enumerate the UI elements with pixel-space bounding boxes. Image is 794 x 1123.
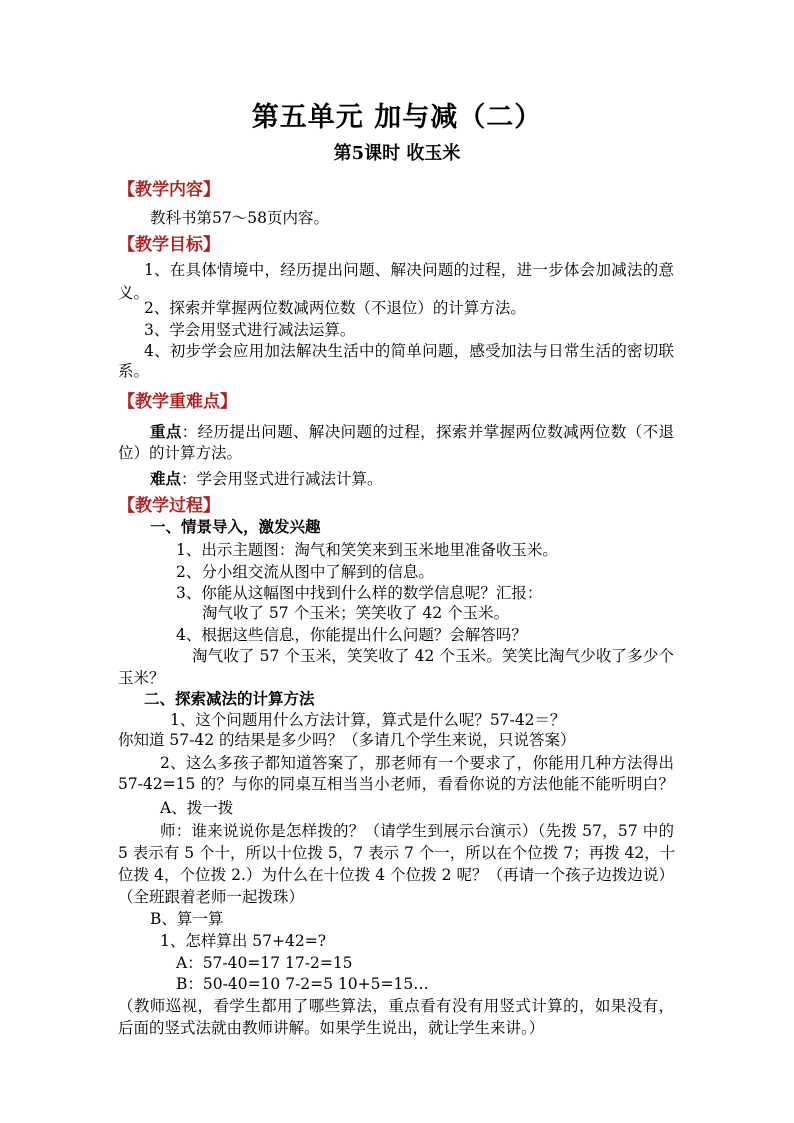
method-a-line-3: 位拨 4，个位拨 2.）为什么在十位拨 4 个位拨 2 呢？（再请一个孩子边拨边说） [118,866,674,884]
goals-heading: 【教学目标】 [118,235,220,255]
key-point-line-1 [150,421,674,443]
part-2-step-2-line-1: 2、这么多孩子都知道答案了，那老师有一个要求了，你能用几种方法得出 [160,754,674,772]
goal-2: 2、探索并掌握两位数减两位数（不退位）的计算方法。 [144,299,526,317]
key-text: ：经历提出问题、解决问题的过程，探索并掌握两位数减两位数（不退 [181,423,674,441]
method-b-title: B、算一算 [150,910,224,928]
difficulty-text: ：学会用竖式进行减法计算。 [181,470,383,488]
teacher-note-line-2: 后面的竖式法就由教师讲解。如果学生说出，就让学生来讲。） [118,1019,545,1037]
method-a-line-1: 师：谁来说说你是怎样拨的？（请学生到展示台演示）（先拨 57，57 中的 [160,822,674,840]
part-1-step-4-answer-line-2: 玉米？ [118,669,165,687]
part-1-step-1: 1、出示主题图：淘气和笑笑来到玉米地里准备收玉米。 [176,541,558,559]
method-b-step-1: 1、怎样算出 57+42=? [160,932,327,950]
part-1-step-4: 4、根据这些信息，你能提出什么问题？会解答吗？ [176,626,527,644]
goal-1-line-1: 1、在具体情境中，经历提出问题、解决问题的过程，进一步体会加减法的意 [144,261,674,279]
goal-4-line-1: 4、初步学会应用加法解决生活中的简单问题，感受加法与日常生活的密切联 [144,342,674,360]
goal-4-line-2: 系。 [118,362,150,380]
part-2-step-2-line-2: 57-42=15 的？与你的同桌互相当当小老师，看看你说的方法他能不能听明白？ [118,775,674,793]
method-a-line-2: 5 表示有 5 个十，所以十位拨 5，7 表示 7 个一，所以在个位拨 7；再拨 42，十 [118,844,676,862]
content-text: 教科书第57～58页内容。 [150,209,329,227]
lesson-subtitle: 第5课时 收玉米 [333,143,461,164]
part-2-step-1-followup: 你知道 57-42 的结果是多少吗？（多请几个学生来说，只说答案） [118,731,576,749]
teacher-note-line-1: （教师巡视，看学生都用了哪些算法，重点看有没有用竖式计算的，如果没有， [118,997,674,1015]
key-points-heading: 【教学重难点】 [118,392,237,412]
method-a-title: A、拨一拨 [160,799,234,817]
content-heading: 【教学内容】 [118,180,220,200]
key-point-line-2: 位）的计算方法。 [118,444,243,462]
part-1-step-3-answer: 淘气收了 57 个玉米；笑笑收了 42 个玉米。 [202,604,510,622]
part-1-step-4-answer-line-1: 淘气收了 57 个玉米，笑笑收了 42 个玉米。笑笑比淘气少收了多少个 [192,647,674,665]
difficulty-line [150,468,383,490]
key-label: 重点 [150,422,182,441]
part-2-step-1: 1、这个问题用什么方法计算，算式是什么呢？57-42＝？ [170,711,566,729]
difficulty-label: 难点 [150,469,182,488]
method-b-option-a: A：57-40=17 17-2=15 [176,954,353,972]
part-1-step-2: 2、分小组交流从图中了解到的信息。 [176,563,434,581]
unit-title: 第五单元 加与减（二） [251,102,543,133]
method-b-option-b: B：50-40=10 7-2=5 10+5=15… [176,975,429,993]
goal-3: 3、学会用竖式进行减法运算。 [144,321,356,339]
part-1-title: 一、情景导入，激发兴趣 [150,517,321,536]
part-1-step-3: 3、你能从这幅图中找到什么样的数学信息呢？汇报： [176,584,543,602]
part-2-title: 二、探索减法的计算方法 [144,689,315,708]
process-heading: 【教学过程】 [118,496,220,516]
method-a-line-4: （全班跟着老师一起拨珠） [118,888,305,906]
goal-1-line-2: 义。 [118,284,150,302]
